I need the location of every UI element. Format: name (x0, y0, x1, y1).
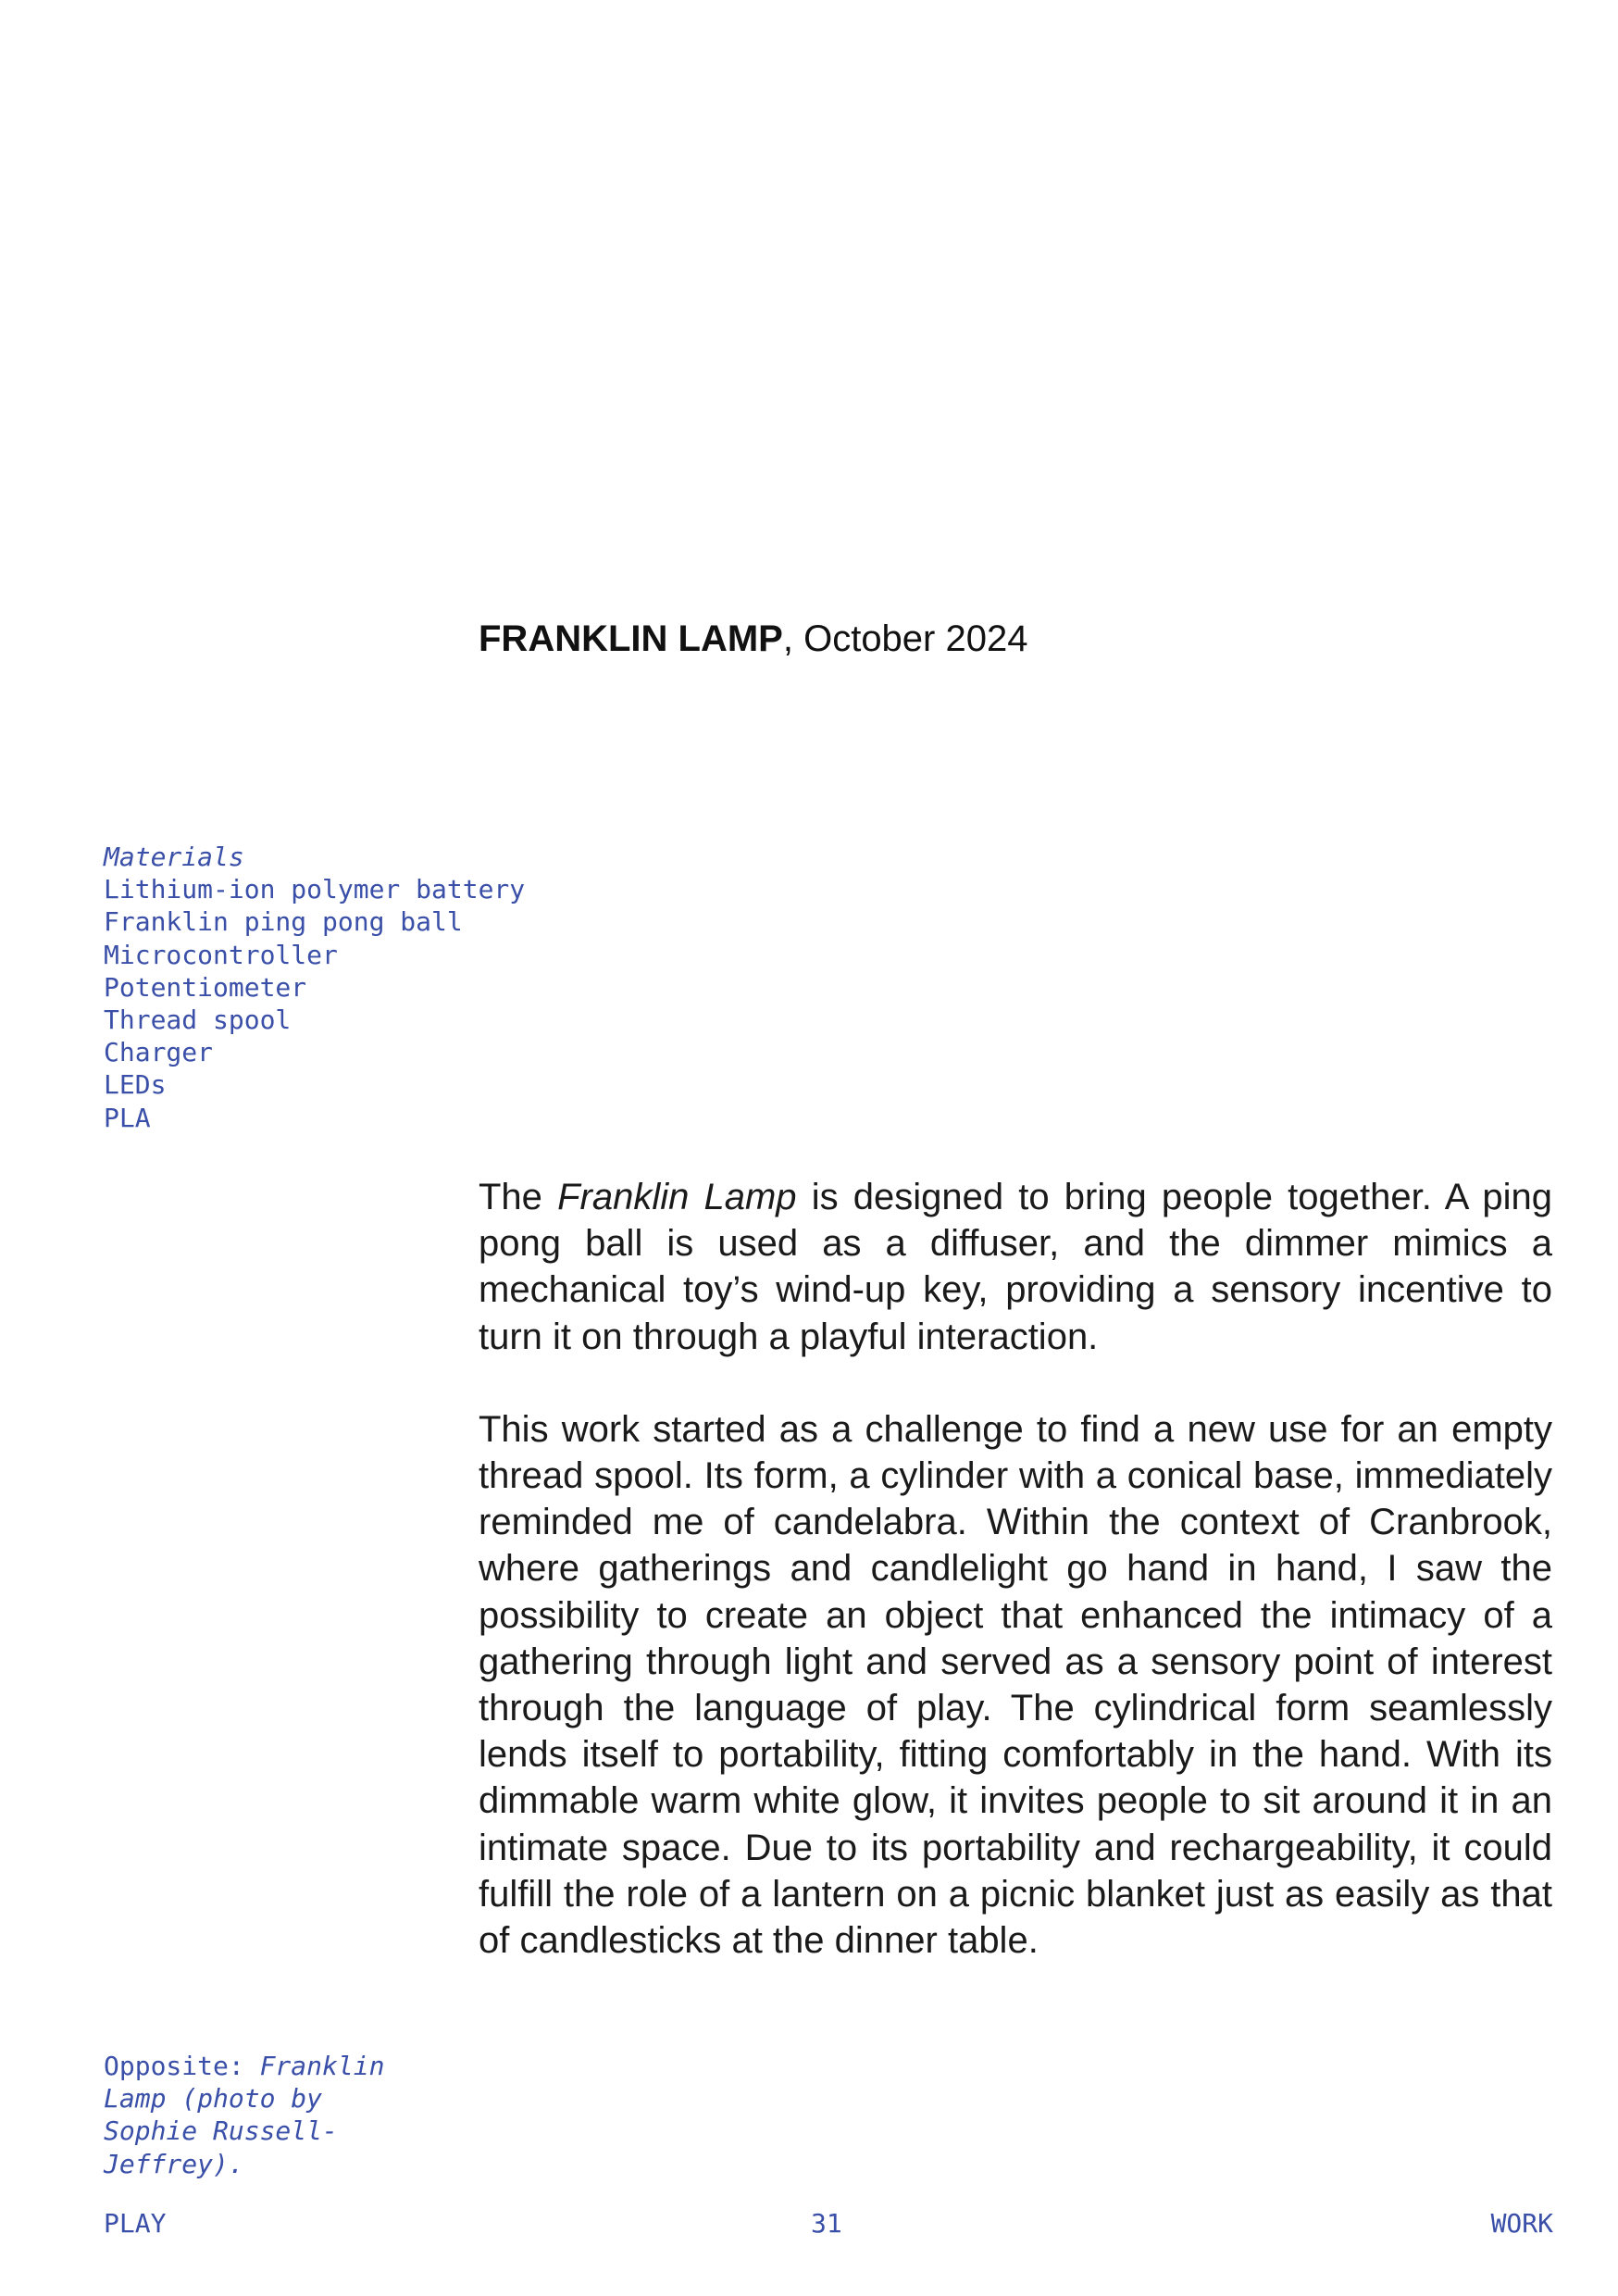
paragraph-text: is designed to bring people together. A ping pong ball is used as a diffuser, and the dimmer mimics a mechanical toy’s wind-up key, providing a sensory incentive to turn it on through a playful interaction. (479, 1177, 1553, 1357)
material-item: Charger (104, 1037, 214, 1068)
photo-caption (104, 2050, 409, 2180)
material-item: PLA (104, 1102, 151, 1133)
page-number: 31 (811, 2208, 842, 2239)
footer-right: WORK (1490, 2208, 1553, 2239)
material-item: Lithium-ion polymer battery (104, 874, 526, 905)
page-title (479, 618, 1027, 660)
caption-italic: Franklin Lamp (photo by Sophie Russell-Jeffrey). (104, 2051, 385, 2179)
materials-heading: Materials (104, 842, 244, 872)
caption-prefix: Opposite: (104, 2051, 260, 2081)
material-item: Microcontroller (104, 939, 338, 970)
materials-list (104, 841, 525, 1134)
description-paragraph-1 (479, 1174, 1552, 1360)
material-item: Franklin ping pong ball (104, 906, 463, 938)
paragraph-text: The (479, 1177, 558, 1217)
description-paragraph-2: This work started as a challenge to find a new use for an empty thread spool. Its form, a cylinder with a conical base, immediately reminded me of candelabra. Within the context of Cranbrook, where gatherings and candlelight go hand in hand, I saw the possibility to create an object that enhanced the intimacy of a gathering through light and served as a sensory point of interest through the language of play. The cylindrical form seamlessly lends itself to portability, fitting comfortably in the hand. With its dimmable warm white glow, it invites people to sit around it in an intimate space. Due to its portability and rechargeability, it could fulfill the role of a lantern on a picnic blanket just as easily as that of candlesticks at the dinner table. (479, 1408, 1552, 1962)
material-item: Potentiometer (104, 971, 307, 1003)
project-description (479, 1174, 1552, 2010)
project-name-italic: Franklin Lamp (557, 1177, 797, 1217)
project-date: , October 2024 (782, 618, 1028, 659)
material-item: LEDs (104, 1069, 167, 1101)
material-item: Thread spool (104, 1004, 292, 1036)
footer-left: PLAY (104, 2208, 167, 2239)
project-name: FRANKLIN LAMP (479, 618, 783, 659)
